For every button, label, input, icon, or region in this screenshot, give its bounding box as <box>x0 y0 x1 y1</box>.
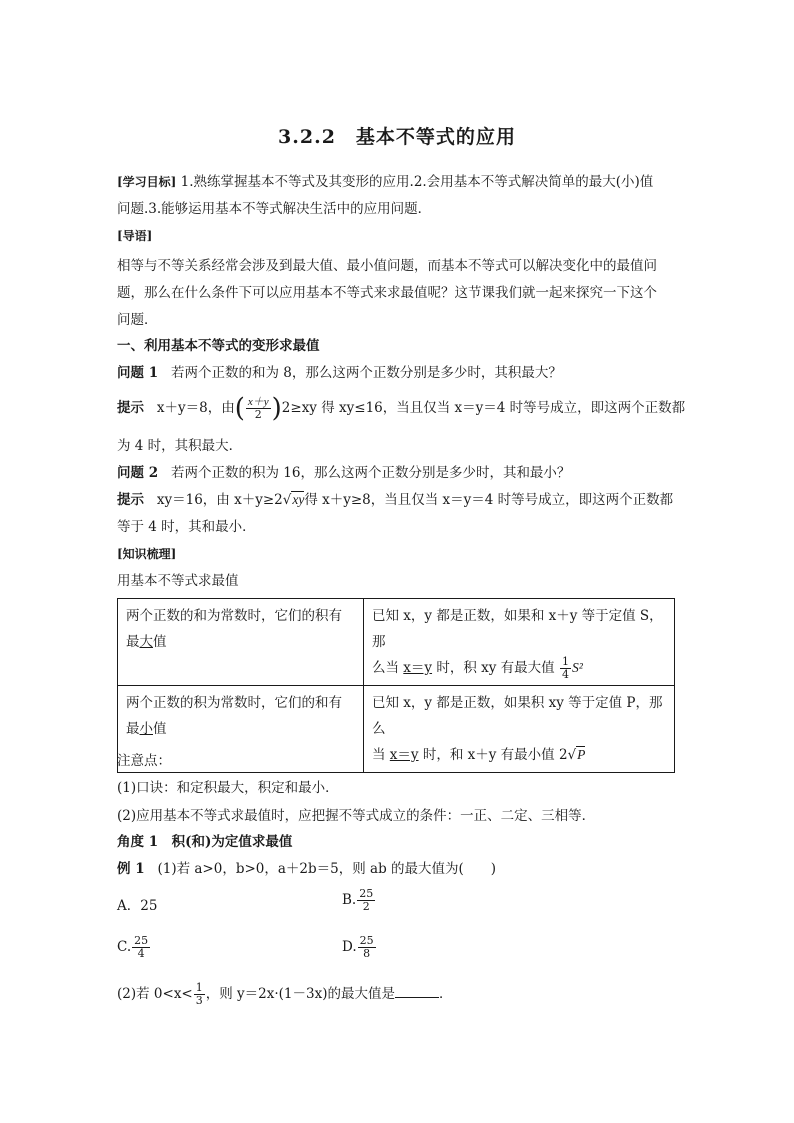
knowledge-table <box>117 598 675 773</box>
angle-1-heading: 角度 1 积(和)为定值求最值 <box>117 834 293 850</box>
option-a: A．25 <box>117 898 158 914</box>
table-cell: 两个正数的和为常数时，它们的积有 最大值 <box>118 599 364 686</box>
table-cell: 已知 x，y 都是正数，如果积 xy 等于定值 P，那么 当 x＝y 时，和 x＋y 有最小值 2√P <box>364 686 675 773</box>
right-paren: ) <box>271 393 282 424</box>
hint-2-line-1 <box>117 490 673 510</box>
note-1: (1)口诀：和定积最大，积定和最小． <box>117 780 339 796</box>
objectives-text-1: 1.熟练掌握基本不等式及其变形的应用.2.会用基本不等式解决简单的最大(小)值 <box>180 174 654 190</box>
question-2 <box>117 463 570 483</box>
intro-line-3: 问题． <box>117 312 158 328</box>
notes-heading: 注意点： <box>117 753 171 769</box>
page-title: 3.2.2 基本不等式的应用 <box>278 126 516 148</box>
option-c: C. $\frac{25}{4}$ <box>117 934 149 960</box>
quarter-fraction: $\frac{1}{4}$ <box>561 655 569 681</box>
intro-line-1: 相等与不等关系经常会涉及到最大值、最小值问题，而基本不等式可以解决变化中的最值问 <box>117 258 657 274</box>
objectives-line-1 <box>117 172 653 192</box>
table-row <box>118 599 675 686</box>
example-1 <box>117 859 496 879</box>
section-heading-1: 一、利用基本不等式的变形求最值 <box>117 338 320 354</box>
hint-1-line-2: 为 4 时，其积最大． <box>117 438 243 454</box>
hint-1-label: 提示 <box>117 400 144 416</box>
example-1-label: 例 1 <box>117 861 145 877</box>
intro-line-2: 题，那么在什么条件下可以应用基本不等式来求最值呢？这节课我们就一起来探究一下这个 <box>117 285 657 301</box>
left-paren: ( <box>234 393 245 424</box>
sqrt-symbol: √ <box>282 492 292 508</box>
knowledge-subtitle: 用基本不等式求最值 <box>117 573 239 589</box>
hint-1-text-b: 2≥xy 得 xy≤16，当且仅当 x＝y＝4 时等号成立，即这两个正数都 <box>281 400 686 416</box>
hint-2-label: 提示 <box>117 492 144 508</box>
objectives-line-2: 问题.3.能够运用基本不等式解决生活中的应用问题． <box>117 201 432 217</box>
question-1 <box>117 363 562 383</box>
sqrt-symbol: √ <box>567 747 577 763</box>
intro-tag: [导语] <box>117 229 153 243</box>
knowledge-tag: [知识梳理] <box>117 547 177 561</box>
option-b: B. $\frac{25}{2}$ <box>342 887 374 913</box>
hint-1-line-1 <box>117 393 686 424</box>
hint-2-line-2: 等于 4 时，其和最小． <box>117 519 256 535</box>
example-1-part-2: (2)若 0<x< $\frac{1}{3}$ ，则 y＝2x·(1－3x)的最大值是 ． <box>117 981 453 1007</box>
hint-1-fraction: $\frac{x+y}{2}$ <box>247 396 269 421</box>
table-cell: 已知 x，y 都是正数，如果和 x＋y 等于定值 S，那 么当 x＝y 时，积 xy 有最大值 $\frac{1}{4}$ S² <box>364 599 675 686</box>
question-2-label: 问题 2 <box>117 465 159 481</box>
answer-blank[interactable] <box>395 983 439 998</box>
table-row <box>118 686 675 773</box>
hint-2-text-b: 得 x＋y≥8，当且仅当 x＝y＝4 时等号成立，即这两个正数都 <box>304 492 674 508</box>
hint-1-text-a: x＋y＝8，由 <box>156 400 235 416</box>
example-1-text: (1)若 a>0，b>0，a＋2b＝5，则 ab 的最大值为( ) <box>157 861 497 877</box>
table-cell: 两个正数的积为常数时，它们的和有 最小值 <box>118 686 364 773</box>
question-2-text: 若两个正数的积为 16，那么这两个正数分别是多少时，其和最小？ <box>170 465 571 481</box>
note-2: (2)应用基本不等式求最值时，应把握不等式成立的条件：一正、二定、三相等． <box>117 808 596 824</box>
question-1-label: 问题 1 <box>117 365 159 381</box>
hint-2-root: xy <box>292 492 305 507</box>
option-d: D. $\frac{25}{8}$ <box>342 934 374 960</box>
hint-2-text-a: xy＝16，由 x＋y≥2 <box>156 492 283 508</box>
question-1-text: 若两个正数的和为 8，那么这两个正数分别是多少时，其积最大？ <box>170 365 562 381</box>
objectives-tag: [学习目标] <box>117 175 177 189</box>
